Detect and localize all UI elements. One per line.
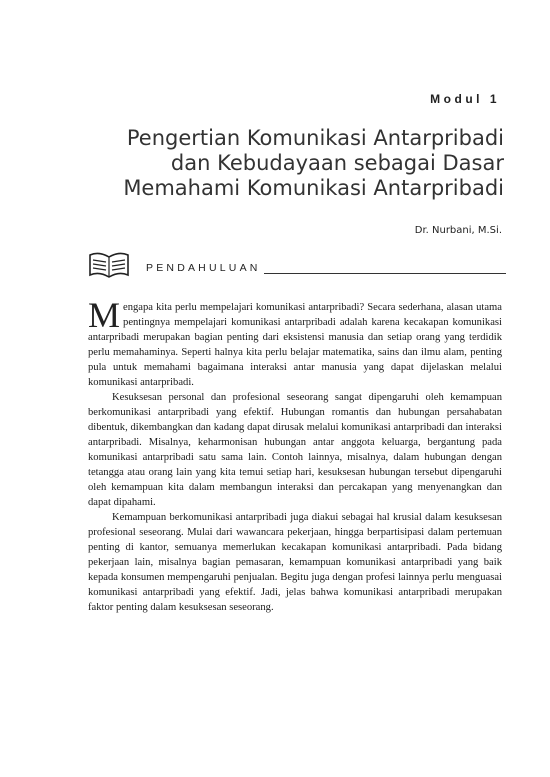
title-line-2: dan Kebudayaan sebagai Dasar	[170, 151, 504, 175]
paragraph-3: Kemampuan berkomunikasi antarpribadi juga diakui sebagai hal krusial dalam kesuksesan profesional seseorang. Mulai dari wawancara pekerjaan, hingga berpartisipasi dalam pertemuan penting di kantor, semuanya memerlukan kecakapan komunikasi antarpribadi. Pada bidang pekerjaan lain, misalnya bagian pemasaran, kemampuan komunikasi antarpribadi yang baik kepada konsumen mempengaruhi penjualan. Begitu juga dengan profesi lainnya perlu menguasai komunikasi antarpribadi yang efektif. Jadi, jelas bahwa komunikasi antarpribadi merupakan faktor penting dalam kesuksesan seseorang.	[88, 512, 502, 613]
paragraph-1-text: engapa kita perlu mempelajari komunikasi antarpribadi? Secara sederhana, alasan utama pentingnya mempelajari komunikasi antarpribadi adalah karena kecakapan komunikasi antarpribadi merupakan bagian penting dari eksistensi manusia dan setiap orang yang terdidik perlu memahaminya. Seperti halnya kita perlu belajar matematika, sains dan ilmu alam, penting pula untuk memahami bagaimana interaksi antar manusia yang dapat dijelaskan melalui komunikasi antarpribadi.	[88, 302, 502, 388]
section-heading	[88, 252, 506, 278]
paragraph-2: Kesuksesan personal dan profesional seseorang sangat dipengaruhi oleh kemampuan berkomunikasi antarpribadi yang efektif. Hubungan romantis dan hubungan persahabatan dibentuk, dikembangkan dan kadang dapat dirusak melalui komunikasi antarpribadi dan interaksi antarpribadi. Misalnya, keharmonisan hubungan antar anggota keluarga, bergantung pada komunikasi antarpribadi satu sama lain. Contoh lainnya, misalnya, dalam hubungan dengan tetangga atau orang lain yang kita temui setiap hari, kesuksesan hubungan tersebut dipengaruhi oleh kemampuan kita dalam membangun interaksi dan percakapan yang menyenangkan dan dapat dipahami.	[88, 392, 502, 508]
drop-cap: M	[88, 295, 121, 335]
section-label: PENDAHULUAN	[146, 262, 264, 274]
author-name: Dr. Nurbani, M.Si.	[414, 225, 502, 236]
book-icon	[88, 252, 130, 278]
title-line-3: Memahami Komunikasi Antarpribadi	[123, 176, 504, 200]
title-line-1: Pengertian Komunikasi Antarpribadi	[126, 126, 504, 150]
paragraph-1	[88, 295, 502, 390]
body-text	[88, 295, 502, 615]
module-label: Modul 1	[430, 92, 500, 106]
page-title	[64, 126, 504, 201]
